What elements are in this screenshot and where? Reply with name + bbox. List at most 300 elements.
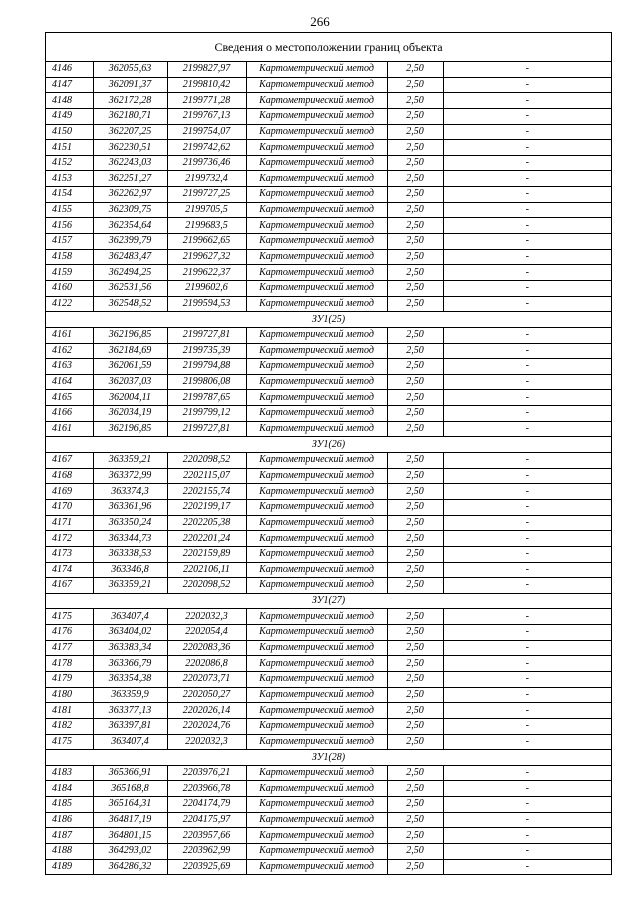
accuracy-cell: 2,50 bbox=[387, 124, 443, 140]
method-cell: Картометрический метод bbox=[246, 812, 387, 828]
y-coordinate-cell: 2199727,81 bbox=[167, 421, 246, 437]
x-coordinate-cell: 362548,52 bbox=[93, 296, 167, 312]
table-row bbox=[46, 484, 611, 500]
description-cell: - bbox=[443, 656, 611, 672]
table-row bbox=[46, 671, 611, 687]
point-number-cell: 4177 bbox=[46, 640, 93, 656]
accuracy-cell: 2,50 bbox=[387, 797, 443, 813]
accuracy-cell: 2,50 bbox=[387, 625, 443, 641]
method-cell: Картометрический метод bbox=[246, 546, 387, 562]
table-title: Сведения о местоположении границ объекта bbox=[46, 33, 611, 62]
y-coordinate-cell: 2199705,5 bbox=[167, 202, 246, 218]
y-coordinate-cell: 2204174,79 bbox=[167, 797, 246, 813]
table-row bbox=[46, 703, 611, 719]
table-row bbox=[46, 406, 611, 422]
x-coordinate-cell: 362531,56 bbox=[93, 280, 167, 296]
method-cell: Картометрический метод bbox=[246, 718, 387, 734]
description-cell: - bbox=[443, 718, 611, 734]
method-cell: Картометрический метод bbox=[246, 93, 387, 109]
method-cell: Картометрический метод bbox=[246, 828, 387, 844]
accuracy-cell: 2,50 bbox=[387, 374, 443, 390]
method-cell: Картометрический метод bbox=[246, 781, 387, 797]
x-coordinate-cell: 363359,9 bbox=[93, 687, 167, 703]
table-row bbox=[46, 499, 611, 515]
point-number-cell: 4168 bbox=[46, 468, 93, 484]
description-cell: - bbox=[443, 453, 611, 469]
table-row bbox=[46, 218, 611, 234]
point-number-cell: 4187 bbox=[46, 828, 93, 844]
method-cell: Картометрический метод bbox=[246, 374, 387, 390]
y-coordinate-cell: 2199827,97 bbox=[167, 62, 246, 77]
point-number-cell: 4155 bbox=[46, 202, 93, 218]
y-coordinate-cell: 2203976,21 bbox=[167, 765, 246, 781]
description-cell: - bbox=[443, 765, 611, 781]
table-row bbox=[46, 343, 611, 359]
description-cell: - bbox=[443, 671, 611, 687]
accuracy-cell: 2,50 bbox=[387, 202, 443, 218]
point-number-cell: 4162 bbox=[46, 343, 93, 359]
description-cell: - bbox=[443, 844, 611, 860]
accuracy-cell: 2,50 bbox=[387, 218, 443, 234]
x-coordinate-cell: 363377,13 bbox=[93, 703, 167, 719]
accuracy-cell: 2,50 bbox=[387, 781, 443, 797]
table-row bbox=[46, 578, 611, 594]
table-row bbox=[46, 562, 611, 578]
y-coordinate-cell: 2203957,66 bbox=[167, 828, 246, 844]
y-coordinate-cell: 2202086,8 bbox=[167, 656, 246, 672]
method-cell: Картометрический метод bbox=[246, 844, 387, 860]
point-number-cell: 4163 bbox=[46, 359, 93, 375]
method-cell: Картометрический метод bbox=[246, 249, 387, 265]
method-cell: Картометрический метод bbox=[246, 797, 387, 813]
section-label: ЗУ1(28) bbox=[46, 750, 611, 766]
y-coordinate-cell: 2199727,25 bbox=[167, 187, 246, 203]
table-row bbox=[46, 93, 611, 109]
table-row bbox=[46, 734, 611, 750]
coordinates-table-body bbox=[46, 62, 611, 874]
accuracy-cell: 2,50 bbox=[387, 93, 443, 109]
point-number-cell: 4122 bbox=[46, 296, 93, 312]
y-coordinate-cell: 2202050,27 bbox=[167, 687, 246, 703]
x-coordinate-cell: 362230,51 bbox=[93, 140, 167, 156]
method-cell: Картометрический метод bbox=[246, 765, 387, 781]
section-header-row bbox=[46, 312, 611, 328]
description-cell: - bbox=[443, 62, 611, 77]
description-cell: - bbox=[443, 155, 611, 171]
method-cell: Картометрический метод bbox=[246, 234, 387, 250]
section-label: ЗУ1(25) bbox=[46, 312, 611, 328]
table-row bbox=[46, 359, 611, 375]
x-coordinate-cell: 362399,79 bbox=[93, 234, 167, 250]
point-number-cell: 4175 bbox=[46, 609, 93, 625]
point-number-cell: 4165 bbox=[46, 390, 93, 406]
accuracy-cell: 2,50 bbox=[387, 187, 443, 203]
x-coordinate-cell: 362037,03 bbox=[93, 374, 167, 390]
description-cell: - bbox=[443, 828, 611, 844]
table-row bbox=[46, 234, 611, 250]
point-number-cell: 4186 bbox=[46, 812, 93, 828]
accuracy-cell: 2,50 bbox=[387, 562, 443, 578]
table-row bbox=[46, 77, 611, 93]
description-cell: - bbox=[443, 609, 611, 625]
y-coordinate-cell: 2202032,3 bbox=[167, 609, 246, 625]
point-number-cell: 4146 bbox=[46, 62, 93, 77]
method-cell: Картометрический метод bbox=[246, 359, 387, 375]
accuracy-cell: 2,50 bbox=[387, 734, 443, 750]
accuracy-cell: 2,50 bbox=[387, 327, 443, 343]
point-number-cell: 4167 bbox=[46, 453, 93, 469]
point-number-cell: 4184 bbox=[46, 781, 93, 797]
accuracy-cell: 2,50 bbox=[387, 609, 443, 625]
point-number-cell: 4166 bbox=[46, 406, 93, 422]
description-cell: - bbox=[443, 812, 611, 828]
description-cell: - bbox=[443, 202, 611, 218]
method-cell: Картометрический метод bbox=[246, 171, 387, 187]
x-coordinate-cell: 363346,8 bbox=[93, 562, 167, 578]
y-coordinate-cell: 2203966,78 bbox=[167, 781, 246, 797]
accuracy-cell: 2,50 bbox=[387, 499, 443, 515]
accuracy-cell: 2,50 bbox=[387, 343, 443, 359]
x-coordinate-cell: 363344,73 bbox=[93, 531, 167, 547]
accuracy-cell: 2,50 bbox=[387, 546, 443, 562]
y-coordinate-cell: 2203962,99 bbox=[167, 844, 246, 860]
accuracy-cell: 2,50 bbox=[387, 296, 443, 312]
table-row bbox=[46, 765, 611, 781]
description-cell: - bbox=[443, 406, 611, 422]
x-coordinate-cell: 362196,85 bbox=[93, 421, 167, 437]
accuracy-cell: 2,50 bbox=[387, 671, 443, 687]
table-row bbox=[46, 625, 611, 641]
description-cell: - bbox=[443, 797, 611, 813]
point-number-cell: 4160 bbox=[46, 280, 93, 296]
method-cell: Картометрический метод bbox=[246, 625, 387, 641]
y-coordinate-cell: 2203925,69 bbox=[167, 859, 246, 874]
y-coordinate-cell: 2202205,38 bbox=[167, 515, 246, 531]
method-cell: Картометрический метод bbox=[246, 421, 387, 437]
x-coordinate-cell: 362207,25 bbox=[93, 124, 167, 140]
x-coordinate-cell: 362061,59 bbox=[93, 359, 167, 375]
description-cell: - bbox=[443, 421, 611, 437]
method-cell: Картометрический метод bbox=[246, 155, 387, 171]
y-coordinate-cell: 2199799,12 bbox=[167, 406, 246, 422]
table-row bbox=[46, 390, 611, 406]
method-cell: Картометрический метод bbox=[246, 202, 387, 218]
x-coordinate-cell: 362494,25 bbox=[93, 265, 167, 281]
description-cell: - bbox=[443, 484, 611, 500]
method-cell: Картометрический метод bbox=[246, 390, 387, 406]
x-coordinate-cell: 362180,71 bbox=[93, 108, 167, 124]
accuracy-cell: 2,50 bbox=[387, 515, 443, 531]
accuracy-cell: 2,50 bbox=[387, 640, 443, 656]
x-coordinate-cell: 362483,47 bbox=[93, 249, 167, 265]
table-row bbox=[46, 687, 611, 703]
x-coordinate-cell: 363397,81 bbox=[93, 718, 167, 734]
accuracy-cell: 2,50 bbox=[387, 265, 443, 281]
section-header-row bbox=[46, 437, 611, 453]
y-coordinate-cell: 2199735,39 bbox=[167, 343, 246, 359]
accuracy-cell: 2,50 bbox=[387, 453, 443, 469]
description-cell: - bbox=[443, 515, 611, 531]
point-number-cell: 4149 bbox=[46, 108, 93, 124]
x-coordinate-cell: 362184,69 bbox=[93, 343, 167, 359]
table-row bbox=[46, 296, 611, 312]
y-coordinate-cell: 2202106,11 bbox=[167, 562, 246, 578]
y-coordinate-cell: 2199662,65 bbox=[167, 234, 246, 250]
point-number-cell: 4158 bbox=[46, 249, 93, 265]
accuracy-cell: 2,50 bbox=[387, 531, 443, 547]
description-cell: - bbox=[443, 343, 611, 359]
y-coordinate-cell: 2199683,5 bbox=[167, 218, 246, 234]
accuracy-cell: 2,50 bbox=[387, 703, 443, 719]
y-coordinate-cell: 2199806,08 bbox=[167, 374, 246, 390]
point-number-cell: 4156 bbox=[46, 218, 93, 234]
x-coordinate-cell: 362262,97 bbox=[93, 187, 167, 203]
point-number-cell: 4164 bbox=[46, 374, 93, 390]
method-cell: Картометрический метод bbox=[246, 499, 387, 515]
y-coordinate-cell: 2202201,24 bbox=[167, 531, 246, 547]
page-number: 266 bbox=[310, 14, 330, 29]
description-cell: - bbox=[443, 562, 611, 578]
point-number-cell: 4178 bbox=[46, 656, 93, 672]
point-number-cell: 4171 bbox=[46, 515, 93, 531]
y-coordinate-cell: 2199622,37 bbox=[167, 265, 246, 281]
accuracy-cell: 2,50 bbox=[387, 280, 443, 296]
x-coordinate-cell: 362196,85 bbox=[93, 327, 167, 343]
x-coordinate-cell: 362034,19 bbox=[93, 406, 167, 422]
accuracy-cell: 2,50 bbox=[387, 406, 443, 422]
y-coordinate-cell: 2202098,52 bbox=[167, 578, 246, 594]
method-cell: Картометрический метод bbox=[246, 671, 387, 687]
y-coordinate-cell: 2199727,81 bbox=[167, 327, 246, 343]
y-coordinate-cell: 2202032,3 bbox=[167, 734, 246, 750]
method-cell: Картометрический метод bbox=[246, 187, 387, 203]
x-coordinate-cell: 362004,11 bbox=[93, 390, 167, 406]
accuracy-cell: 2,50 bbox=[387, 140, 443, 156]
point-number-cell: 4148 bbox=[46, 93, 93, 109]
method-cell: Картометрический метод bbox=[246, 218, 387, 234]
point-number-cell: 4173 bbox=[46, 546, 93, 562]
accuracy-cell: 2,50 bbox=[387, 484, 443, 500]
accuracy-cell: 2,50 bbox=[387, 108, 443, 124]
description-cell: - bbox=[443, 374, 611, 390]
point-number-cell: 4182 bbox=[46, 718, 93, 734]
point-number-cell: 4189 bbox=[46, 859, 93, 874]
description-cell: - bbox=[443, 171, 611, 187]
point-number-cell: 4172 bbox=[46, 531, 93, 547]
table-row bbox=[46, 202, 611, 218]
y-coordinate-cell: 2199771,28 bbox=[167, 93, 246, 109]
table-row bbox=[46, 374, 611, 390]
x-coordinate-cell: 362354,64 bbox=[93, 218, 167, 234]
table-row bbox=[46, 265, 611, 281]
description-cell: - bbox=[443, 296, 611, 312]
method-cell: Картометрический метод bbox=[246, 562, 387, 578]
point-number-cell: 4169 bbox=[46, 484, 93, 500]
accuracy-cell: 2,50 bbox=[387, 656, 443, 672]
x-coordinate-cell: 362055,63 bbox=[93, 62, 167, 77]
x-coordinate-cell: 363350,24 bbox=[93, 515, 167, 531]
table-row bbox=[46, 797, 611, 813]
x-coordinate-cell: 363407,4 bbox=[93, 609, 167, 625]
description-cell: - bbox=[443, 280, 611, 296]
method-cell: Картометрический метод bbox=[246, 280, 387, 296]
section-label: ЗУ1(27) bbox=[46, 593, 611, 609]
point-number-cell: 4161 bbox=[46, 421, 93, 437]
x-coordinate-cell: 363407,4 bbox=[93, 734, 167, 750]
table-row bbox=[46, 155, 611, 171]
method-cell: Картометрический метод bbox=[246, 578, 387, 594]
point-number-cell: 4176 bbox=[46, 625, 93, 641]
x-coordinate-cell: 362172,28 bbox=[93, 93, 167, 109]
description-cell: - bbox=[443, 625, 611, 641]
point-number-cell: 4188 bbox=[46, 844, 93, 860]
x-coordinate-cell: 364293,02 bbox=[93, 844, 167, 860]
description-cell: - bbox=[443, 124, 611, 140]
point-number-cell: 4161 bbox=[46, 327, 93, 343]
description-cell: - bbox=[443, 531, 611, 547]
y-coordinate-cell: 2202026,14 bbox=[167, 703, 246, 719]
description-cell: - bbox=[443, 93, 611, 109]
point-number-cell: 4181 bbox=[46, 703, 93, 719]
y-coordinate-cell: 2202098,52 bbox=[167, 453, 246, 469]
description-cell: - bbox=[443, 781, 611, 797]
point-number-cell: 4147 bbox=[46, 77, 93, 93]
method-cell: Картометрический метод bbox=[246, 656, 387, 672]
accuracy-cell: 2,50 bbox=[387, 812, 443, 828]
description-cell: - bbox=[443, 640, 611, 656]
description-cell: - bbox=[443, 468, 611, 484]
description-cell: - bbox=[443, 249, 611, 265]
method-cell: Картометрический метод bbox=[246, 734, 387, 750]
x-coordinate-cell: 364286,32 bbox=[93, 859, 167, 874]
description-cell: - bbox=[443, 359, 611, 375]
y-coordinate-cell: 2202199,17 bbox=[167, 499, 246, 515]
accuracy-cell: 2,50 bbox=[387, 468, 443, 484]
y-coordinate-cell: 2199742,62 bbox=[167, 140, 246, 156]
table-row bbox=[46, 468, 611, 484]
table-row bbox=[46, 609, 611, 625]
section-header-row bbox=[46, 750, 611, 766]
description-cell: - bbox=[443, 187, 611, 203]
point-number-cell: 4152 bbox=[46, 155, 93, 171]
accuracy-cell: 2,50 bbox=[387, 844, 443, 860]
y-coordinate-cell: 2199794,88 bbox=[167, 359, 246, 375]
table-row bbox=[46, 531, 611, 547]
description-cell: - bbox=[443, 265, 611, 281]
method-cell: Картометрический метод bbox=[246, 140, 387, 156]
y-coordinate-cell: 2202024,76 bbox=[167, 718, 246, 734]
section-label: ЗУ1(26) bbox=[46, 437, 611, 453]
x-coordinate-cell: 362091,37 bbox=[93, 77, 167, 93]
accuracy-cell: 2,50 bbox=[387, 77, 443, 93]
y-coordinate-cell: 2204175,97 bbox=[167, 812, 246, 828]
accuracy-cell: 2,50 bbox=[387, 765, 443, 781]
table-row bbox=[46, 453, 611, 469]
description-cell: - bbox=[443, 77, 611, 93]
method-cell: Картометрический метод bbox=[246, 609, 387, 625]
description-cell: - bbox=[443, 218, 611, 234]
table-row bbox=[46, 171, 611, 187]
description-cell: - bbox=[443, 734, 611, 750]
x-coordinate-cell: 363383,34 bbox=[93, 640, 167, 656]
method-cell: Картометрический метод bbox=[246, 531, 387, 547]
table-row bbox=[46, 249, 611, 265]
point-number-cell: 4180 bbox=[46, 687, 93, 703]
point-number-cell: 4150 bbox=[46, 124, 93, 140]
point-number-cell: 4167 bbox=[46, 578, 93, 594]
table-row bbox=[46, 108, 611, 124]
method-cell: Картометрический метод bbox=[246, 108, 387, 124]
table-row bbox=[46, 718, 611, 734]
y-coordinate-cell: 2199736,46 bbox=[167, 155, 246, 171]
y-coordinate-cell: 2199810,42 bbox=[167, 77, 246, 93]
method-cell: Картометрический метод bbox=[246, 124, 387, 140]
point-number-cell: 4174 bbox=[46, 562, 93, 578]
y-coordinate-cell: 2199602,6 bbox=[167, 280, 246, 296]
y-coordinate-cell: 2199767,13 bbox=[167, 108, 246, 124]
point-number-cell: 4185 bbox=[46, 797, 93, 813]
description-cell: - bbox=[443, 578, 611, 594]
method-cell: Картометрический метод bbox=[246, 265, 387, 281]
x-coordinate-cell: 364817,19 bbox=[93, 812, 167, 828]
y-coordinate-cell: 2199754,07 bbox=[167, 124, 246, 140]
table-row bbox=[46, 515, 611, 531]
table-row bbox=[46, 828, 611, 844]
table-row bbox=[46, 859, 611, 874]
accuracy-cell: 2,50 bbox=[387, 359, 443, 375]
y-coordinate-cell: 2199627,32 bbox=[167, 249, 246, 265]
table-row bbox=[46, 640, 611, 656]
description-cell: - bbox=[443, 703, 611, 719]
accuracy-cell: 2,50 bbox=[387, 155, 443, 171]
description-cell: - bbox=[443, 327, 611, 343]
point-number-cell: 4159 bbox=[46, 265, 93, 281]
x-coordinate-cell: 363359,21 bbox=[93, 578, 167, 594]
description-cell: - bbox=[443, 108, 611, 124]
method-cell: Картометрический метод bbox=[246, 343, 387, 359]
y-coordinate-cell: 2202115,07 bbox=[167, 468, 246, 484]
x-coordinate-cell: 363366,79 bbox=[93, 656, 167, 672]
method-cell: Картометрический метод bbox=[246, 640, 387, 656]
y-coordinate-cell: 2199594,53 bbox=[167, 296, 246, 312]
boundary-table-sheet bbox=[45, 32, 612, 875]
table-row bbox=[46, 546, 611, 562]
table-row bbox=[46, 124, 611, 140]
x-coordinate-cell: 363361,96 bbox=[93, 499, 167, 515]
point-number-cell: 4154 bbox=[46, 187, 93, 203]
description-cell: - bbox=[443, 234, 611, 250]
x-coordinate-cell: 362243,03 bbox=[93, 155, 167, 171]
point-number-cell: 4179 bbox=[46, 671, 93, 687]
y-coordinate-cell: 2202083,36 bbox=[167, 640, 246, 656]
x-coordinate-cell: 363404,02 bbox=[93, 625, 167, 641]
description-cell: - bbox=[525, 860, 529, 872]
x-coordinate-cell: 365164,31 bbox=[93, 797, 167, 813]
accuracy-cell: 2,50 bbox=[387, 390, 443, 406]
point-number-cell: 4183 bbox=[46, 765, 93, 781]
y-coordinate-cell: 2202155,74 bbox=[167, 484, 246, 500]
method-cell: Картометрический метод bbox=[246, 406, 387, 422]
accuracy-cell: 2,50 bbox=[387, 171, 443, 187]
method-cell: Картометрический метод bbox=[246, 515, 387, 531]
description-cell: - bbox=[443, 546, 611, 562]
table-row bbox=[46, 421, 611, 437]
method-cell: Картометрический метод bbox=[246, 62, 387, 77]
table-row bbox=[46, 656, 611, 672]
x-coordinate-cell: 364801,15 bbox=[93, 828, 167, 844]
point-number-cell: 4153 bbox=[46, 171, 93, 187]
y-coordinate-cell: 2199787,65 bbox=[167, 390, 246, 406]
